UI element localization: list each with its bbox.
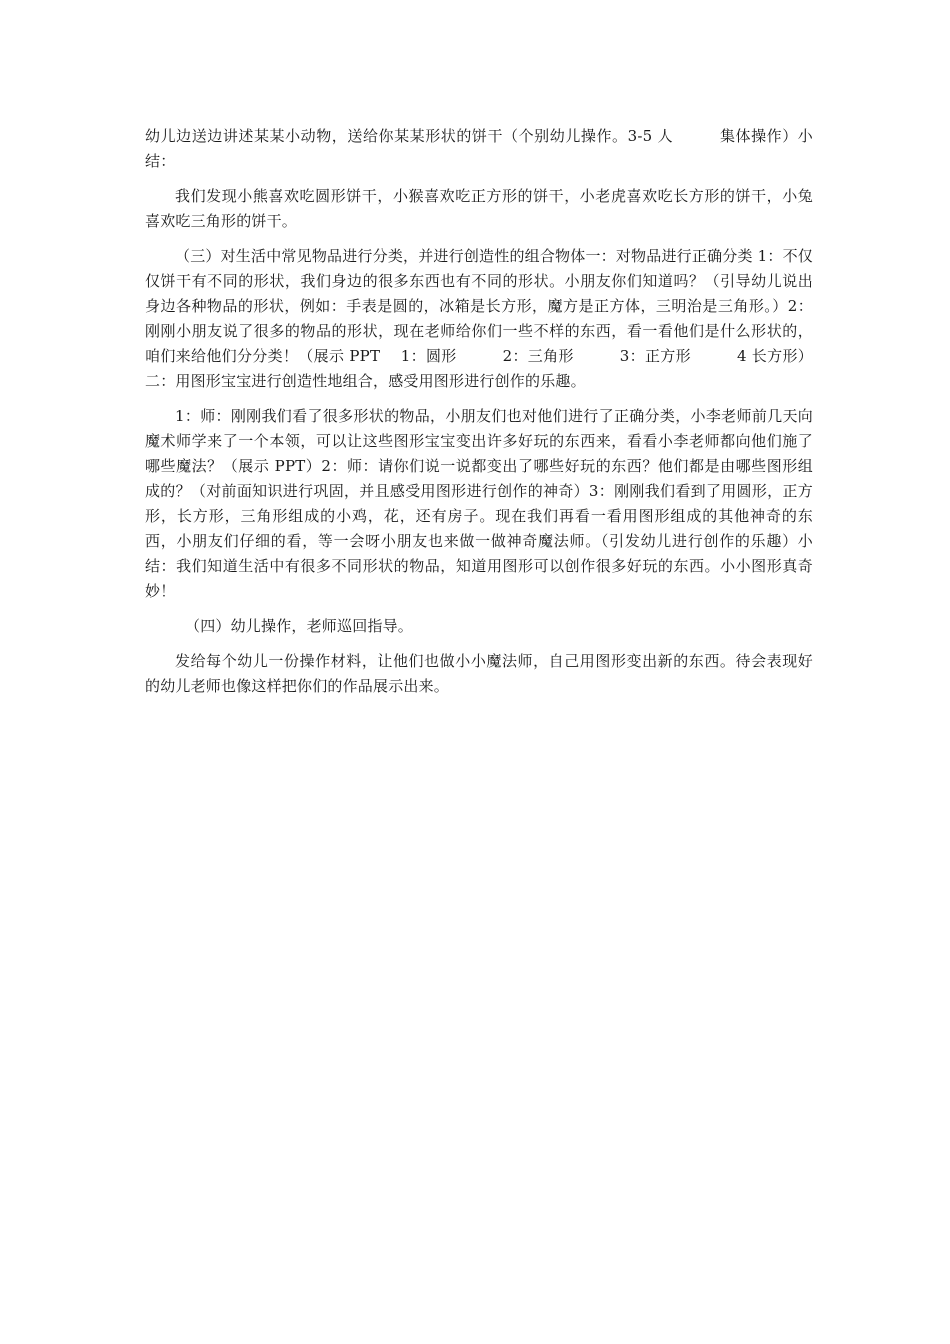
paragraph-activity-intro: 幼儿边送边讲述某某小动物，送给你某某形状的饼干（个别幼儿操作。3-5 人 集体操作）小结：	[145, 127, 813, 170]
paragraph-hand-out-materials: 发给每个幼儿一份操作材料，让他们也做小小魔法师，自己用图形变出新的东西。待会表现好的幼儿老师也像这样把你们的作品展示出来。	[145, 652, 813, 695]
document-body	[145, 124, 813, 709]
paragraph-section-three: （三）对生活中常见物品进行分类，并进行创造性的组合物体一：对物品进行正确分类 1：不仅仅饼干有不同的形状，我们身边的很多东西也有不同的形状。小朋友你们知道吗？（引导幼儿说出身边各种物品的形状，例如：手表是圆的，冰箱是长方形，魔方是正方体，三明治是三角形。）2：刚刚小朋友说了很多的物品的形状，现在老师给你们一些不样的东西，看一看他们是什么形状的，咱们来给他们分分类！（展示 PPT 1：圆形 2：三角形 3：正方形 4 长方形）二：用图形宝宝进行创造性地组合，感受用图形进行创作的乐趣。	[145, 247, 813, 390]
paragraph-summary-animals: 我们发现小熊喜欢吃圆形饼干，小猴喜欢吃正方形的饼干，小老虎喜欢吃长方形的饼干，小兔喜欢吃三角形的饼干。	[145, 187, 813, 230]
paragraph-section-four-heading: （四）幼儿操作，老师巡回指导。	[185, 617, 414, 635]
paragraph-magic-shapes: 1：师：刚刚我们看了很多形状的物品，小朋友们也对他们进行了正确分类，小李老师前几天向魔术师学来了一个本领，可以让这些图形宝宝变出许多好玩的东西来，看看小李老师都向他们施了哪些魔法？（展示 PPT）2：师：请你们说一说都变出了哪些好玩的东西？他们都是由哪些图形组成的？（对前面知识进行巩固，并且感受用图形进行创作的神奇）3：刚刚我们看到了用圆形，正方形，长方形，三角形组成的小鸡，花，还有房子。现在我们再看一看用图形组成的其他神奇的东西，小朋友们仔细的看，等一会呀小朋友也来做一做神奇魔法师。（引发幼儿进行创作的乐趣）小结：我们知道生活中有很多不同形状的物品，知道用图形可以创作很多好玩的东西。小小图形真奇妙！	[145, 407, 813, 600]
